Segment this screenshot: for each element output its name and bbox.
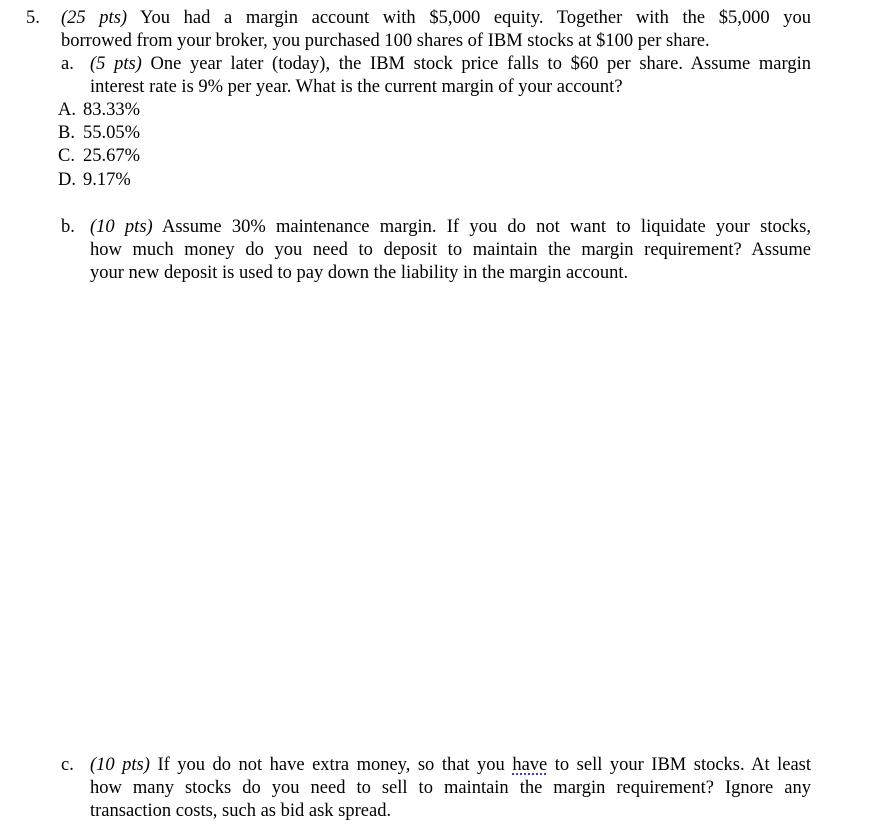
part-a-label: a. [61, 54, 74, 74]
part-a-points: (5 pts) [90, 54, 142, 74]
part-b-line-1: (10 pts) Assume 30% maintenance margin. If you do not want to liquidate your stocks, [90, 217, 811, 237]
part-c-line-3: transaction costs, such as bid ask spread. [90, 801, 392, 821]
question-points: (25 pts) [61, 8, 128, 28]
part-c-text [90, 754, 811, 823]
choice-d: D. 9.17% [58, 170, 131, 190]
choice-a: A. 83.33% [58, 100, 141, 120]
part-c-line-1: (10 pts) If you do not have extra money, so that you have to sell your IBM stocks. At least [90, 755, 812, 775]
part-c-line-2: how many stocks do you need to sell to maintain the margin requirement? Ignore any [90, 778, 811, 798]
grammar-flag[interactable]: have [512, 755, 548, 775]
part-c-label: c. [61, 755, 74, 775]
choice-c: C. 25.67% [58, 146, 141, 166]
part-b-line-3: your new deposit is used to pay down the liability in the margin account. [90, 263, 629, 283]
part-b-line-2: how much money do you need to deposit to maintain the margin requirement? Assume [90, 240, 811, 260]
part-b-text [90, 216, 811, 285]
part-a-text [90, 53, 811, 99]
question-stem-cont [61, 30, 781, 53]
part-b-points: (10 pts) [90, 217, 153, 237]
question-stem [61, 7, 811, 30]
question-stem-line-1: (25 pts) You had a margin account with $5,000 equity. Together with the $5,000 you [61, 8, 811, 28]
question-stem-line-2: borrowed from your broker, you purchased 100 shares of IBM stocks at $100 per share. [61, 31, 710, 51]
question-number: 5. [26, 8, 40, 28]
part-c-points: (10 pts) [90, 755, 150, 775]
part-b-label: b. [61, 217, 75, 237]
choice-b: B. 55.05% [58, 123, 141, 143]
part-a-line-2: interest rate is 9% per year. What is the current margin of your account? [90, 77, 623, 97]
part-a-line-1: (5 pts) One year later (today), the IBM stock price falls to $60 per share. Assume margin [90, 54, 811, 74]
